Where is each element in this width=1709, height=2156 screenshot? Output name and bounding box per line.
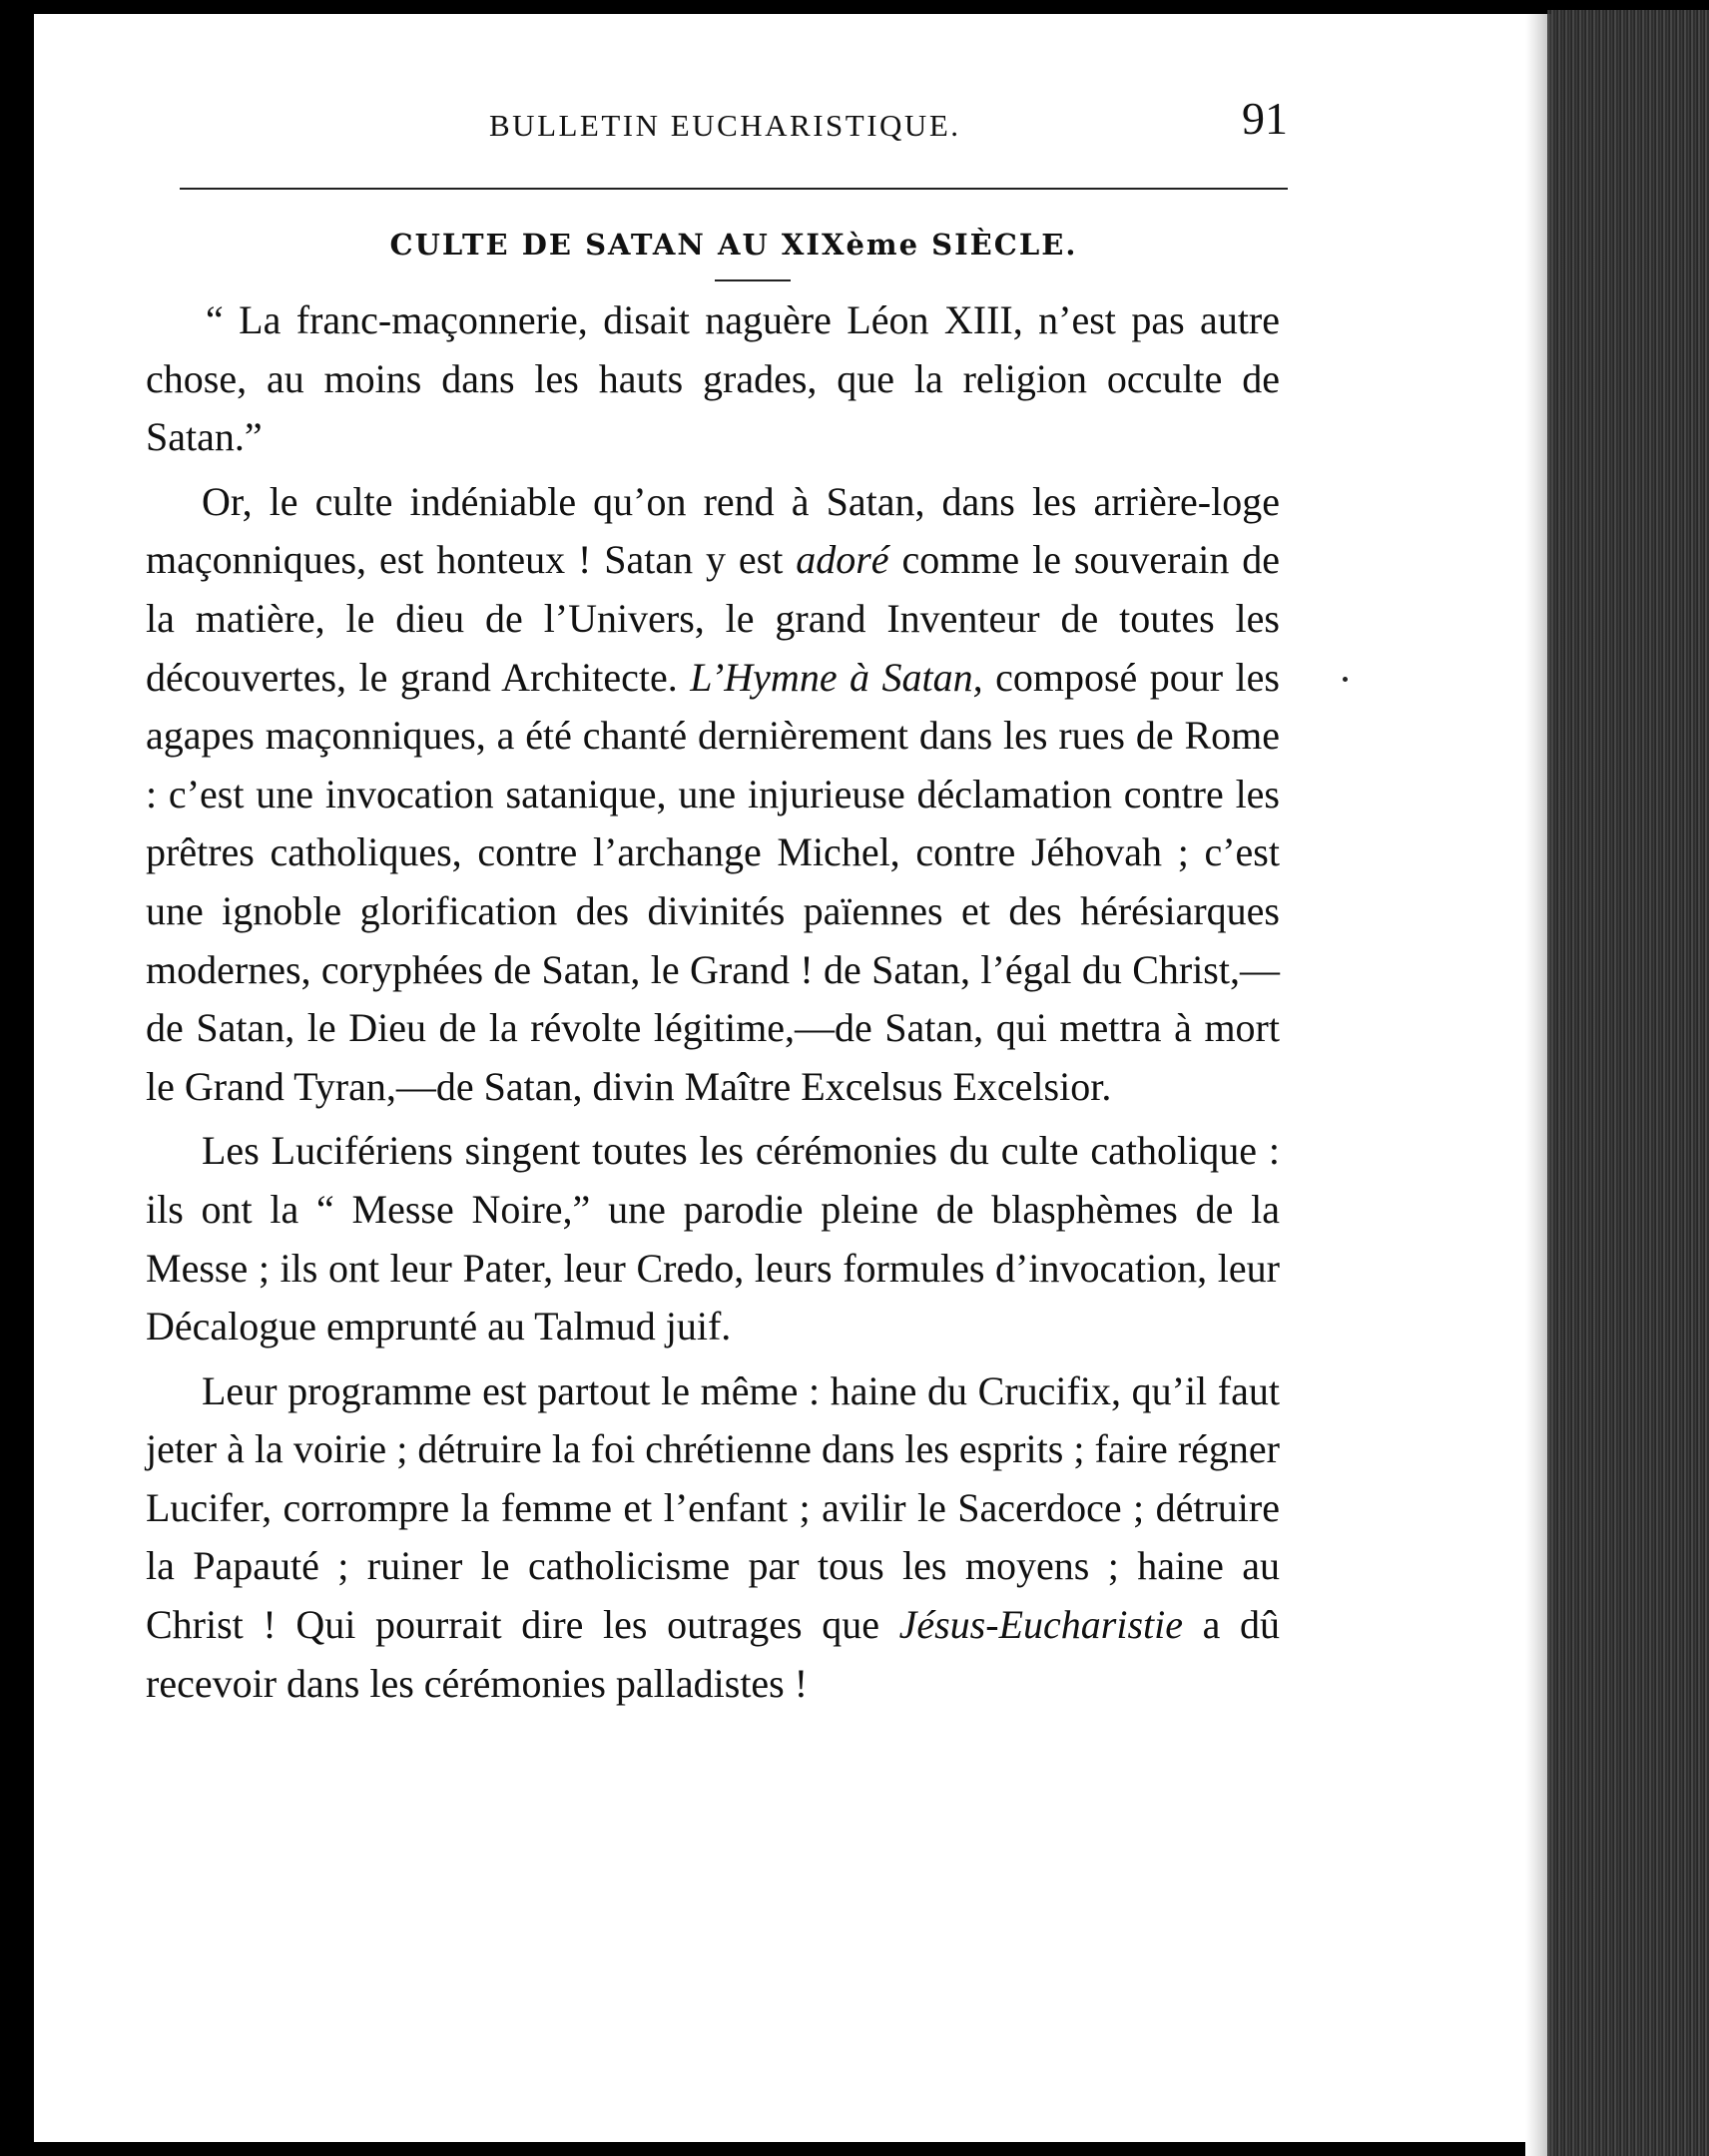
- page-number: 91: [1242, 93, 1288, 144]
- paragraph-2: [146, 473, 1280, 1117]
- paragraph-3: Les Lucifériens singent toutes les cérémonies du culte catholique : ils ont la “ Messe Noire,” une parodie pleine de blasphèmes de la Messe ; ils ont leur Pater, leur Credo, leurs formules d’invocation, leur Décalogue emprunté au Talmud juif.: [146, 1128, 1280, 1349]
- paragraph-4-text-a: Leur programme est partout le même : haine du Crucifix, qu’il faut jeter à la voirie ; détruire la foi chrétienne dans les esprits ; faire régner Lucifer, corrompre la femme et l’enfant ; avilir le Sacerdoce ; détruire la Papauté ; ruiner le catholicisme par tous les moyens ; haine au Christ ! Qui pourrait dire les outrages que: [146, 1367, 1280, 1648]
- article-body: [146, 291, 1280, 1713]
- page-header: [180, 90, 1288, 150]
- paragraph-2-text-c: comme le souverain de la matière, le dieu de l’Univers, le grand Inventeur de toutes les découvertes, le grand Architecte.: [146, 537, 1280, 700]
- emphasis-hymne: L’Hymne à Satan,: [690, 654, 983, 700]
- header-rule: [180, 188, 1288, 190]
- book-page-edges: [1547, 10, 1709, 2156]
- paragraph-4-text-c: a dû recevoir dans les cérémonies palladistes !: [146, 1602, 1280, 1706]
- article-title: CULTE DE SATAN AU XIXème SIÈCLE.: [389, 228, 1078, 262]
- title-rule: [715, 279, 791, 281]
- emphasis-jesus-eucharistie: Jésus-Eucharistie: [898, 1602, 1183, 1648]
- paragraph-4: [146, 1362, 1280, 1714]
- paragraph-2-text-a: Or, le culte indéniable qu’on rend à Satan, dans les arrière-loge maçonniques, est honteux ! Satan y est: [146, 478, 1280, 583]
- speck-mark: [1343, 677, 1348, 682]
- paragraph-2-text-e: composé pour les agapes maçonniques, a été chanté dernièrement dans les rues de Rome : c’est une invocation satanique, une injurieuse déclamation contre les prêtres catholiques, contre l’archange Michel, contre Jéhovah ; c’est une ignoble glorification des divinités païennes et des hérésiarques modernes, coryphées de Satan, le Grand ! de Satan, l’égal du Christ,—de Satan, le Dieu de la révolte légitime,—de Satan, qui mettra à mort le Grand Tyran,—de Satan, divin Maître Excelsus Excelsior.: [146, 654, 1280, 1109]
- paragraph-1: “ La franc-maçonnerie, disait naguère Léon XIII, n’est pas autre chose, au moins dans les hauts grades, que la religion occulte de Satan.”: [146, 297, 1280, 460]
- running-title: BULLETIN EUCHARISTIQUE.: [489, 108, 961, 143]
- emphasis-adore: adoré: [796, 537, 889, 583]
